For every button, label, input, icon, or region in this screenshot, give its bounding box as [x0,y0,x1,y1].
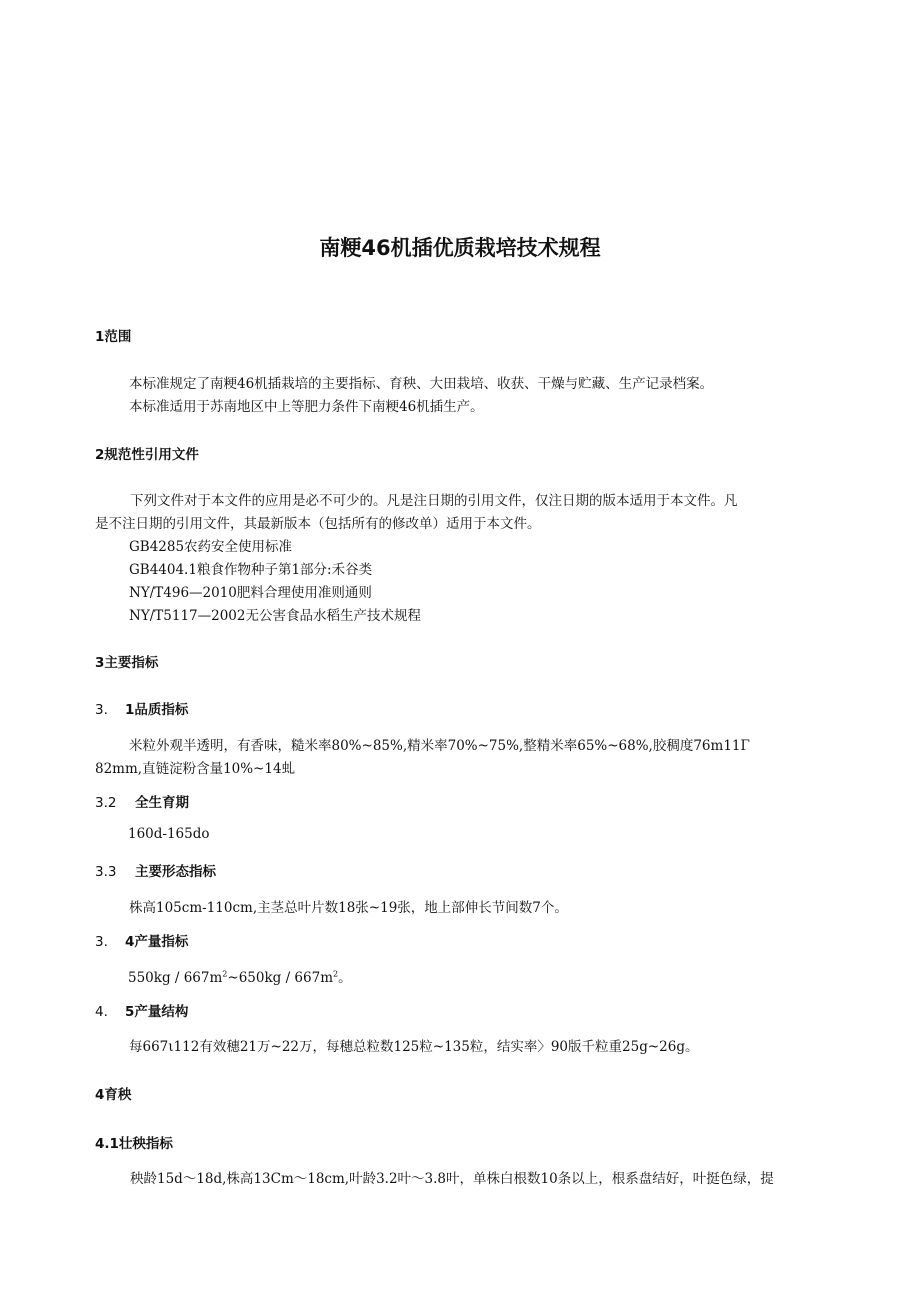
section-1-heading: 1范围 [95,329,132,345]
subsection-3-3-text: 株高105cm-110cm,主茎总叶片数18张~19张，地上部伸长节间数7个。 [129,900,568,916]
subsection-3-1-heading [95,698,188,718]
subsection-number: 3.2 [95,795,117,811]
page-title: 南粳46机插优质栽培技术规程 [319,236,601,260]
section-2-paragraph-line-2: 是不注日期的引用文件，其最新版本（包括所有的修改单）适用于本文件。 [95,516,541,532]
section-2-heading: 2规范性引用文件 [95,447,199,463]
subsection-3-4-heading [95,930,188,950]
subsection-3-3-heading [95,860,216,880]
subsection-label: 5产量结构 [125,1004,189,1020]
subsection-3-4-text: $550kg / 667m^2\sim 650kg / 667m^2$。 [128,969,352,986]
subsection-number: 3. [95,934,108,950]
section-3-heading: 3主要指标 [95,655,159,671]
subsection-3-1-text-line-1: 米粒外观半透明，有香味，糙米率80%~85%,精米率70%~75%,整精米率65%~68%,胶稠度76m11Γ [129,738,750,754]
subsection-3-1-text-line-2: 82mm,直链淀粉含量10%~14虬 [95,761,296,777]
subsection-3-5-text: 每667ι112有效穗21万~22万，每穗总粒数125粒~135粒，结实率〉90版千粒重25g~26g。 [129,1039,699,1055]
subsection-label: 1品质指标 [125,702,189,718]
reference-item: GB4404.1粮食作物种子第1部分:禾谷类 [129,562,373,578]
subsection-3-2-heading [95,791,189,811]
subsection-number: 3. [95,702,108,718]
reference-item: GB4285农药安全使用标准 [129,539,293,555]
subsection-label: 全生育期 [135,795,189,811]
subsection-4-1-heading: 4.1壮秧指标 [95,1136,173,1152]
subsection-label: 主要形态指标 [135,864,216,880]
subsection-label: 4产量指标 [125,934,189,950]
section-4-heading: 4育秧 [95,1087,132,1103]
section-1-paragraph-1: 本标准规定了南粳46机插栽培的主要指标、育秧、大田栽培、收获、干燥与贮藏、生产记录档案。 [129,376,714,392]
subsection-3-5-heading [95,1000,188,1020]
reference-item: NY/T5117—2002无公害食品水稻生产技术规程 [129,608,421,624]
reference-item: NY/T496—2010肥料合理使用准则通则 [129,585,372,601]
section-2-paragraph-line-1: 下列文件对于本文件的应用是必不可少的。凡是注日期的引用文件，仅注日期的版本适用于本文件。凡 [130,493,738,509]
section-1-paragraph-2: 本标准适用于苏南地区中上等肥力条件下南粳46机插生产。 [129,399,484,415]
subsection-number: 3.3 [95,864,117,880]
subsection-number: 4. [95,1004,108,1020]
subsection-3-2-text: 160d-165do [128,826,210,842]
subsection-4-1-text: 秧龄15d～18d,株高13Cm～18cm,叶龄3.2叶～3.8叶，单株白根数10条以上，根系盘结好，叶挺色绿，提 [130,1171,774,1187]
